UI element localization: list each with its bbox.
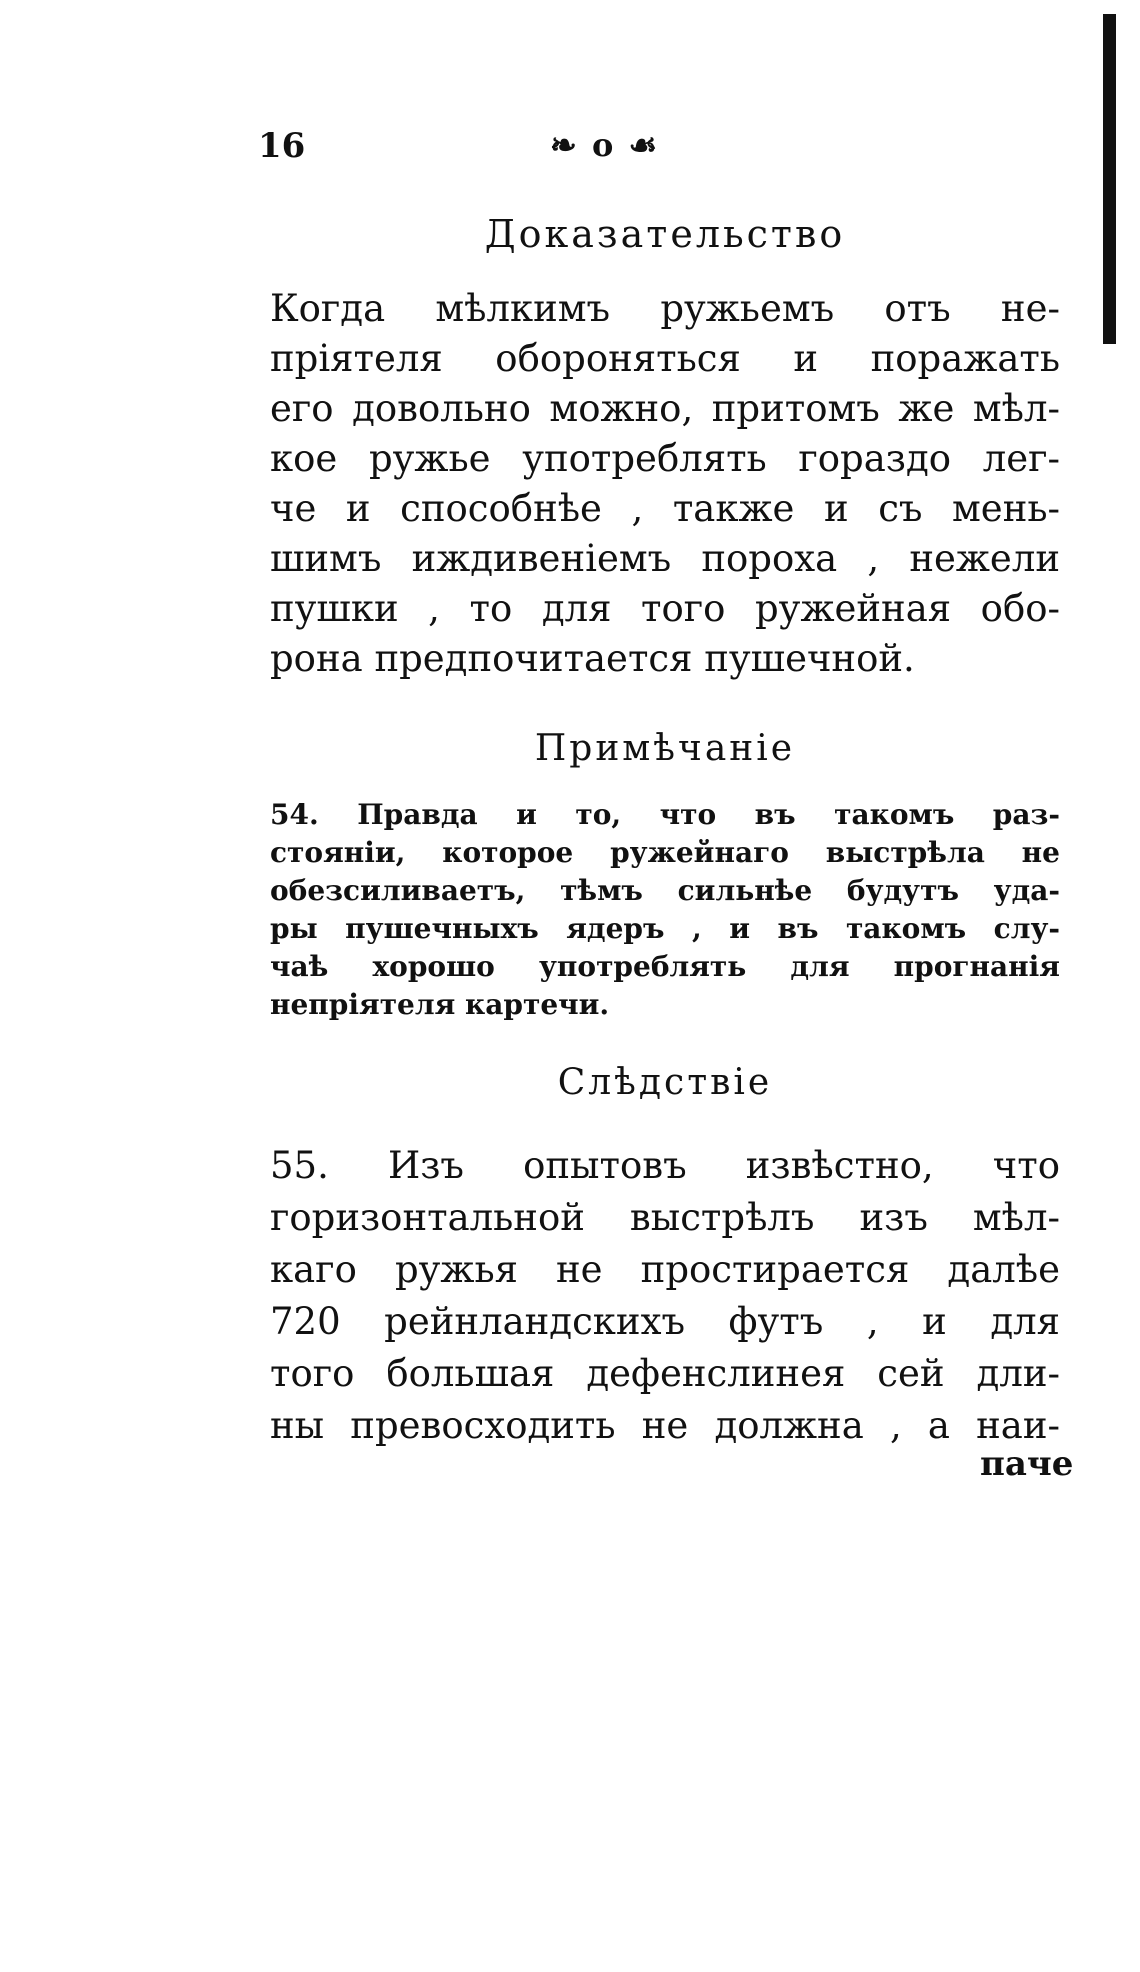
note-paragraph (270, 796, 1060, 1024)
text-line: шимъ иждивеніемъ пороха , нежели (270, 537, 1060, 580)
text-line: Когда мѣлкимъ ружьемъ отъ не- (270, 287, 1060, 330)
consequence-heading: Слѣдствіе (557, 1062, 773, 1103)
text-line: ны превосходить не должна , а наи- (270, 1404, 1060, 1447)
text-line: чаѣ хорошо употреблять для прогнанія (270, 950, 1060, 983)
page-edge-shadow (1103, 14, 1116, 344)
text-line: обезсиливаетъ, тѣмъ сильнѣе будутъ уда- (270, 874, 1060, 907)
text-line: стояніи, которое ружейнаго выстрѣла не (270, 836, 1060, 869)
page-number: 16 (258, 126, 306, 166)
text-line: пріятеля обороняться и поражать (270, 337, 1060, 380)
text-line: 55. Изъ опытовъ извѣстно, что (270, 1144, 1060, 1187)
consequence-paragraph (270, 1140, 1060, 1452)
text-line: 54. Правда и то, что въ такомъ раз- (270, 798, 1060, 831)
text-line: че и способнѣе , также и съ мень- (270, 487, 1060, 530)
text-line: его довольно можно, притомъ же мѣл- (270, 387, 1060, 430)
text-line: непріятеля картечи. (270, 988, 610, 1021)
text-line: того большая дефенслинея сей дли- (270, 1352, 1060, 1395)
text-line: пушки , то для того ружейная обо- (270, 587, 1060, 630)
text-line: горизонтальной выстрѣлъ изъ мѣл- (270, 1196, 1060, 1239)
text-line: ры пушечныхъ ядеръ , и въ такомъ слу- (270, 912, 1060, 945)
note-heading: Примѣчаніе (534, 728, 796, 769)
text-line: рона предпочитается пушечной. (270, 637, 915, 680)
text-line: 720 рейнландскихъ футъ , и для (270, 1300, 1060, 1343)
catchword: паче (980, 1444, 1074, 1484)
text-line: кое ружье употреблять гораздо лег- (270, 437, 1060, 480)
proof-heading: Доказательство (484, 212, 846, 256)
header-ornament: ❧ o ☙ (550, 126, 660, 164)
text-line: каго ружья не простирается далѣе (270, 1248, 1060, 1291)
proof-paragraph (270, 284, 1060, 684)
